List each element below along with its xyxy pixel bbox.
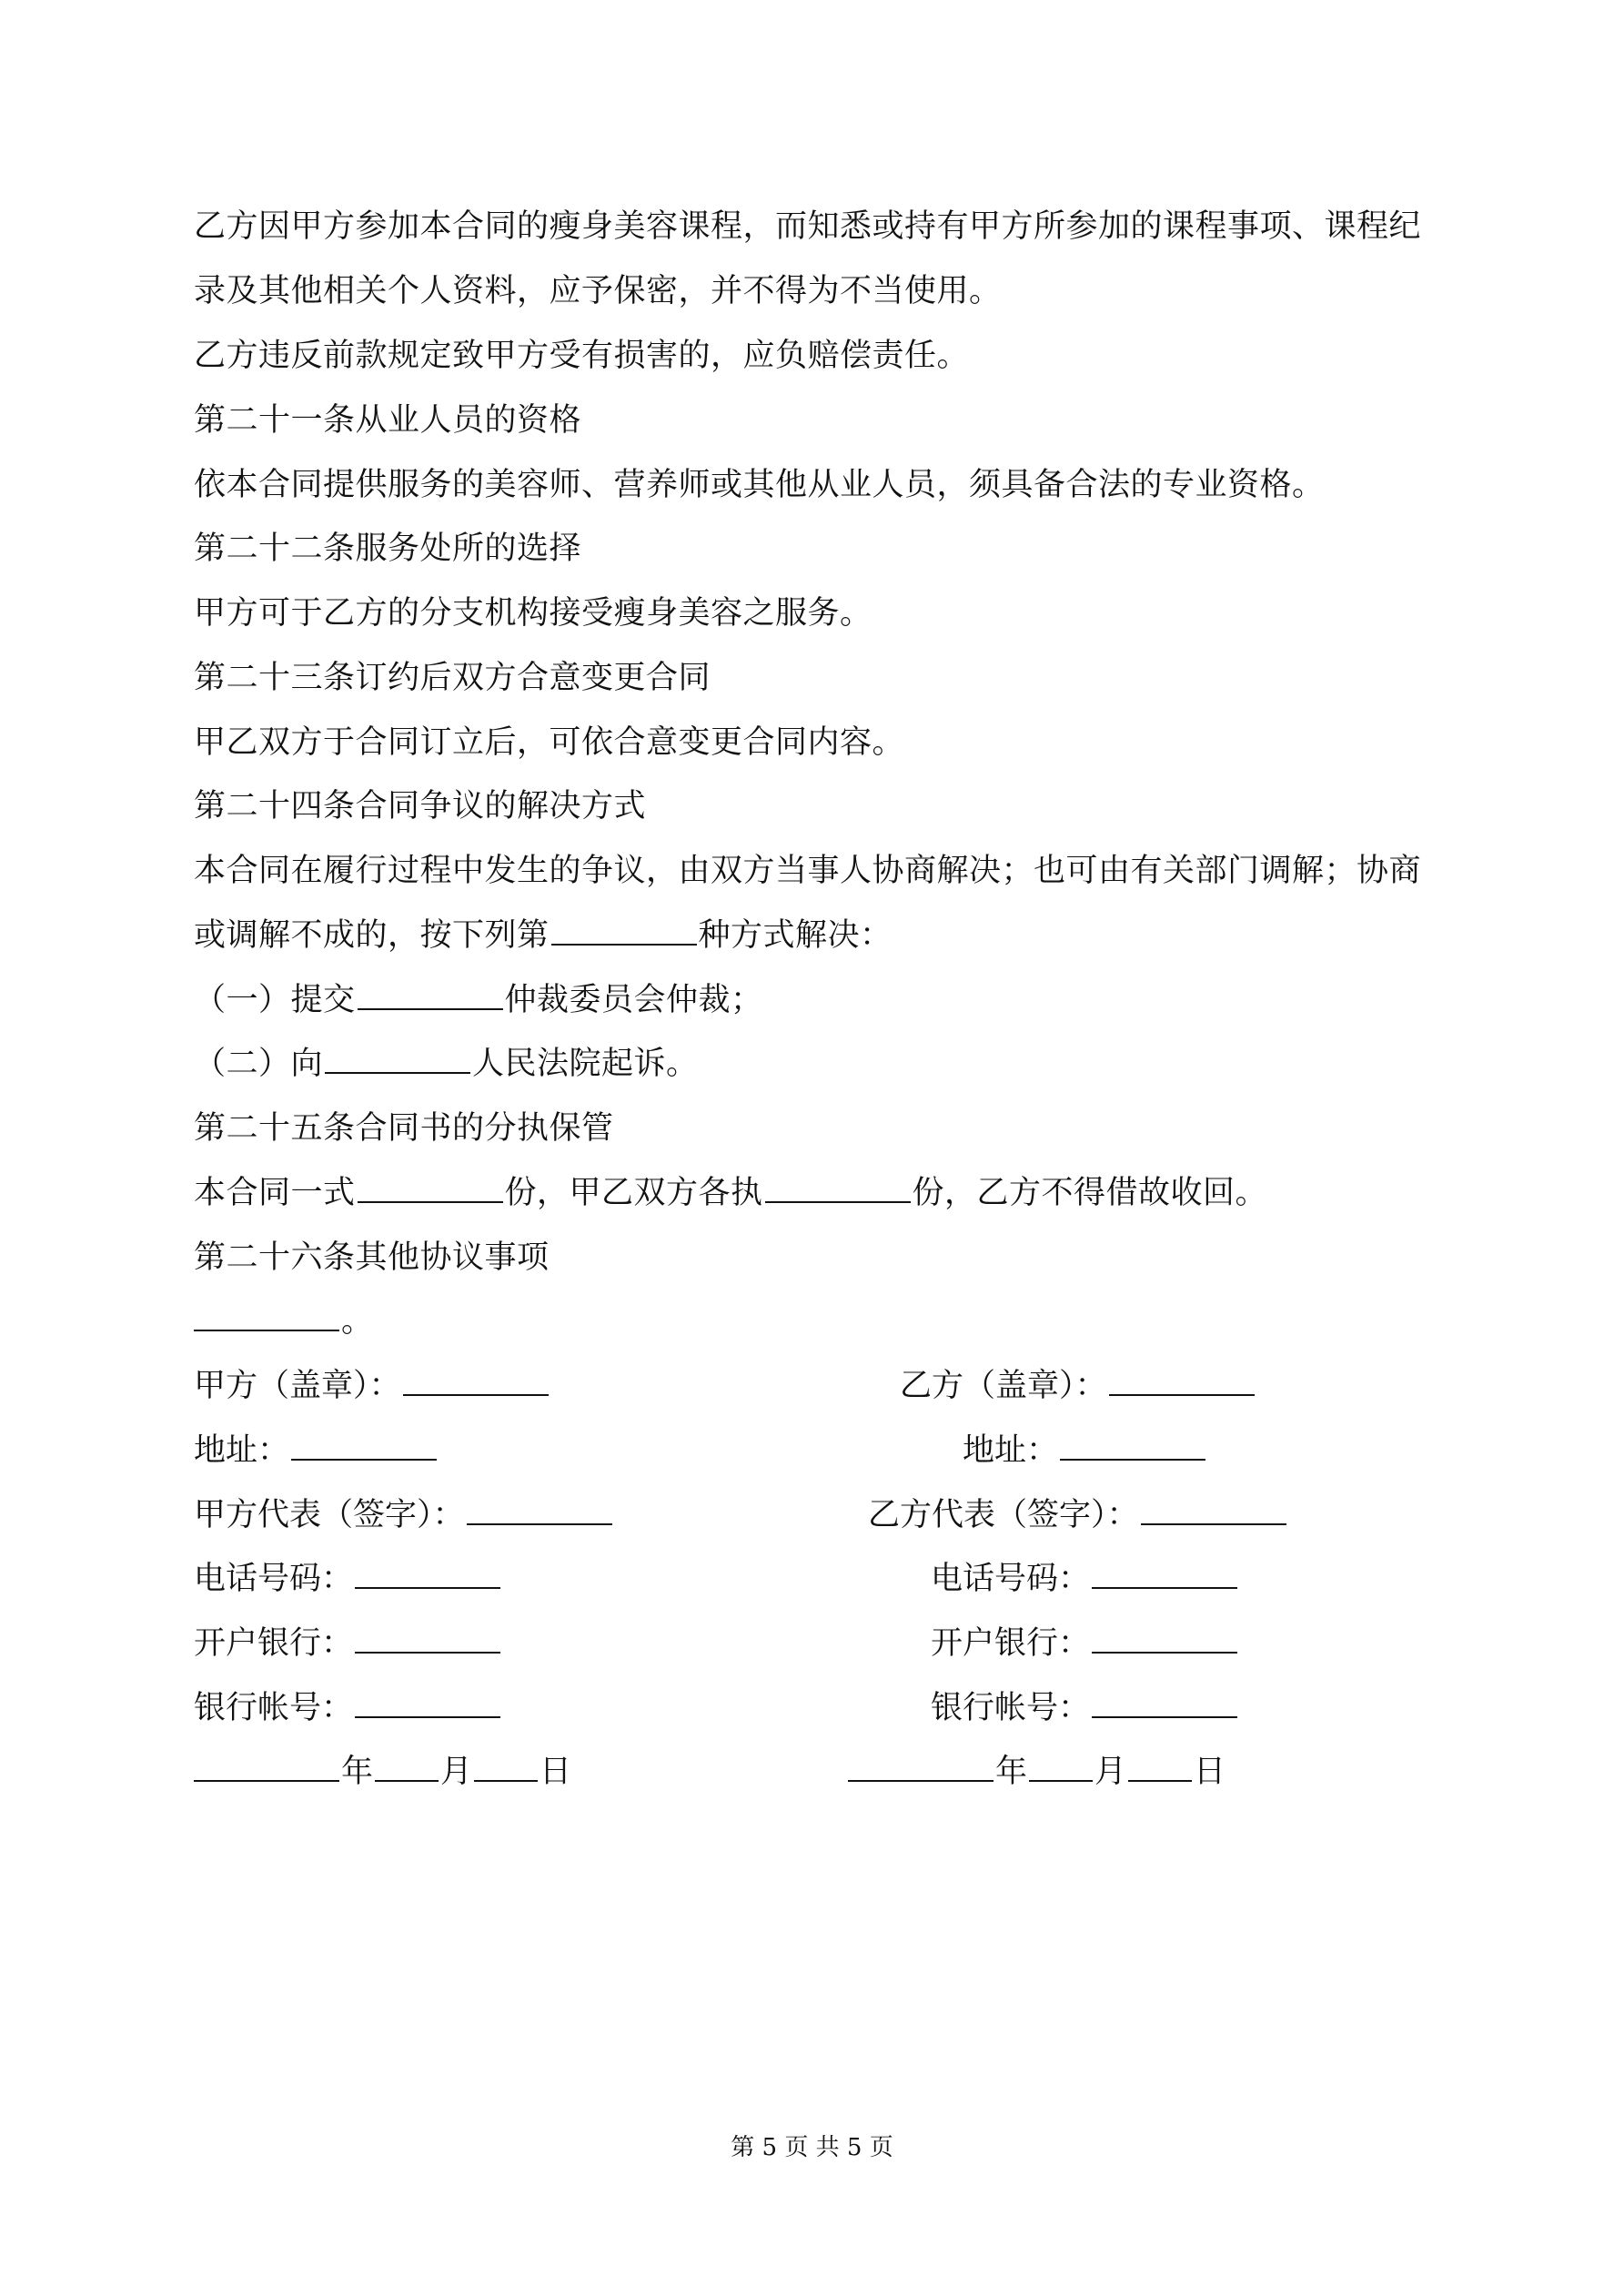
article-22-text: 甲方可于乙方的分支机构接受瘦身美容之服务。	[194, 595, 873, 632]
article-24-title: 第二十四条合同争议的解决方式	[194, 788, 647, 824]
party-a-bank-blank[interactable]	[355, 1624, 500, 1654]
party-b-bank	[931, 1623, 1239, 1664]
party-b-bank-label: 开户银行：	[931, 1625, 1091, 1662]
article-26-end: 。	[341, 1303, 374, 1340]
article-25-text	[194, 1173, 1267, 1213]
party-a-year-blank[interactable]	[194, 1753, 339, 1782]
party-a-phone	[194, 1559, 502, 1599]
party-a-bank	[194, 1623, 502, 1664]
party-b-rep-blank[interactable]	[1141, 1496, 1286, 1525]
option-1-suffix: 仲裁委员会仲裁；	[504, 982, 763, 1018]
party-a-account	[194, 1688, 502, 1728]
method-number-blank[interactable]	[551, 916, 697, 946]
party-b-address-label: 地址：	[963, 1432, 1059, 1469]
party-a-account-blank[interactable]	[355, 1689, 500, 1718]
court-blank[interactable]	[325, 1045, 470, 1074]
party-b-address	[963, 1431, 1207, 1471]
party-a-day-blank[interactable]	[474, 1753, 538, 1782]
party-b-month-label: 月	[1094, 1754, 1127, 1790]
article-24-text: 本合同在履行过程中发生的争议，由双方当事人协商解决；也可由有关部门调解；协商	[194, 853, 1422, 889]
article-21-title: 第二十一条从业人员的资格	[194, 402, 582, 439]
party-a-rep-blank[interactable]	[467, 1496, 612, 1525]
article-25-title: 第二十五条合同书的分执保管	[194, 1110, 614, 1147]
party-a-bank-label: 开户银行：	[194, 1625, 354, 1662]
party-b-account	[931, 1688, 1239, 1728]
each-party-copies-blank[interactable]	[765, 1174, 911, 1203]
party-a-seal	[194, 1366, 550, 1406]
article-22-title: 第二十二条服务处所的选择	[194, 531, 582, 567]
party-b-day-blank[interactable]	[1128, 1753, 1192, 1782]
party-a-rep	[194, 1495, 614, 1535]
option-2-suffix: 人民法院起诉。	[472, 1046, 699, 1082]
arbitration-committee-blank[interactable]	[358, 981, 503, 1010]
party-b-account-label: 银行帐号：	[931, 1690, 1091, 1726]
party-a-date	[194, 1752, 571, 1792]
party-a-address	[194, 1431, 439, 1471]
party-a-phone-blank[interactable]	[355, 1560, 500, 1589]
party-a-month-blank[interactable]	[375, 1753, 439, 1782]
party-a-seal-blank[interactable]	[403, 1367, 549, 1396]
party-a-account-label: 银行帐号：	[194, 1690, 354, 1726]
party-b-address-blank[interactable]	[1060, 1431, 1205, 1461]
party-b-account-blank[interactable]	[1092, 1689, 1237, 1718]
party-a-seal-label: 甲方（盖章）：	[194, 1368, 401, 1404]
party-b-seal-blank[interactable]	[1109, 1367, 1255, 1396]
article-24-text-cont	[194, 915, 893, 956]
party-a-phone-label: 电话号码：	[194, 1561, 354, 1597]
party-b-seal-label: 乙方（盖章）：	[900, 1368, 1107, 1404]
party-b-month-blank[interactable]	[1029, 1753, 1093, 1782]
party-b-bank-blank[interactable]	[1092, 1624, 1237, 1654]
article-26-text	[194, 1301, 374, 1341]
copies-middle: 份，甲乙双方各执	[504, 1175, 763, 1211]
page-number-footer: 第 5 页 共 5 页	[731, 2134, 893, 2161]
article-23-title: 第二十三条订约后双方合意变更合同	[194, 660, 711, 696]
article-24-text-cont-pre: 或调解不成的，按下列第	[194, 917, 550, 954]
party-b-rep-label: 乙方代表（签字）：	[868, 1497, 1139, 1533]
party-b-phone-blank[interactable]	[1092, 1560, 1237, 1589]
party-b-year-label: 年	[995, 1754, 1028, 1790]
article-24-option-1	[194, 980, 763, 1020]
other-matters-blank[interactable]	[194, 1302, 339, 1331]
article-23-text: 甲乙双方于合同订立后，可依合意变更合同内容。	[194, 724, 905, 761]
party-a-rep-label: 甲方代表（签字）：	[194, 1497, 465, 1533]
option-2-prefix: （二）向	[194, 1046, 324, 1082]
paragraph-confidentiality-1: 乙方因甲方参加本合同的瘦身美容课程，而知悉或持有甲方所参加的课程事项、课程纪	[194, 208, 1422, 245]
party-b-seal	[900, 1366, 1256, 1406]
copies-prefix: 本合同一式	[194, 1175, 356, 1211]
party-b-year-blank[interactable]	[848, 1753, 994, 1782]
total-copies-blank[interactable]	[358, 1174, 503, 1203]
paragraph-confidentiality-1-cont: 录及其他相关个人资料，应予保密，并不得为不当使用。	[194, 273, 1002, 309]
article-21-text: 依本合同提供服务的美容师、营养师或其他从业人员，须具备合法的专业资格。	[194, 467, 1325, 503]
paragraph-liability: 乙方违反前款规定致甲方受有损害的，应负赔偿责任。	[194, 338, 970, 374]
party-b-date	[848, 1752, 1226, 1792]
article-26-title: 第二十六条其他协议事项	[194, 1239, 550, 1276]
party-a-address-blank[interactable]	[291, 1431, 437, 1461]
copies-suffix: 份，乙方不得借故收回。	[912, 1175, 1268, 1211]
party-b-rep	[868, 1495, 1288, 1535]
party-b-phone	[931, 1559, 1239, 1599]
option-1-prefix: （一）提交	[194, 982, 356, 1018]
article-24-text-cont-post: 种方式解决：	[698, 917, 893, 954]
party-a-month-label: 月	[440, 1754, 473, 1790]
party-a-year-label: 年	[341, 1754, 374, 1790]
party-b-phone-label: 电话号码：	[931, 1561, 1091, 1597]
article-24-option-2	[194, 1044, 699, 1084]
party-b-day-label: 日	[1194, 1754, 1226, 1790]
party-a-day-label: 日	[540, 1754, 572, 1790]
party-a-address-label: 地址：	[194, 1432, 290, 1469]
